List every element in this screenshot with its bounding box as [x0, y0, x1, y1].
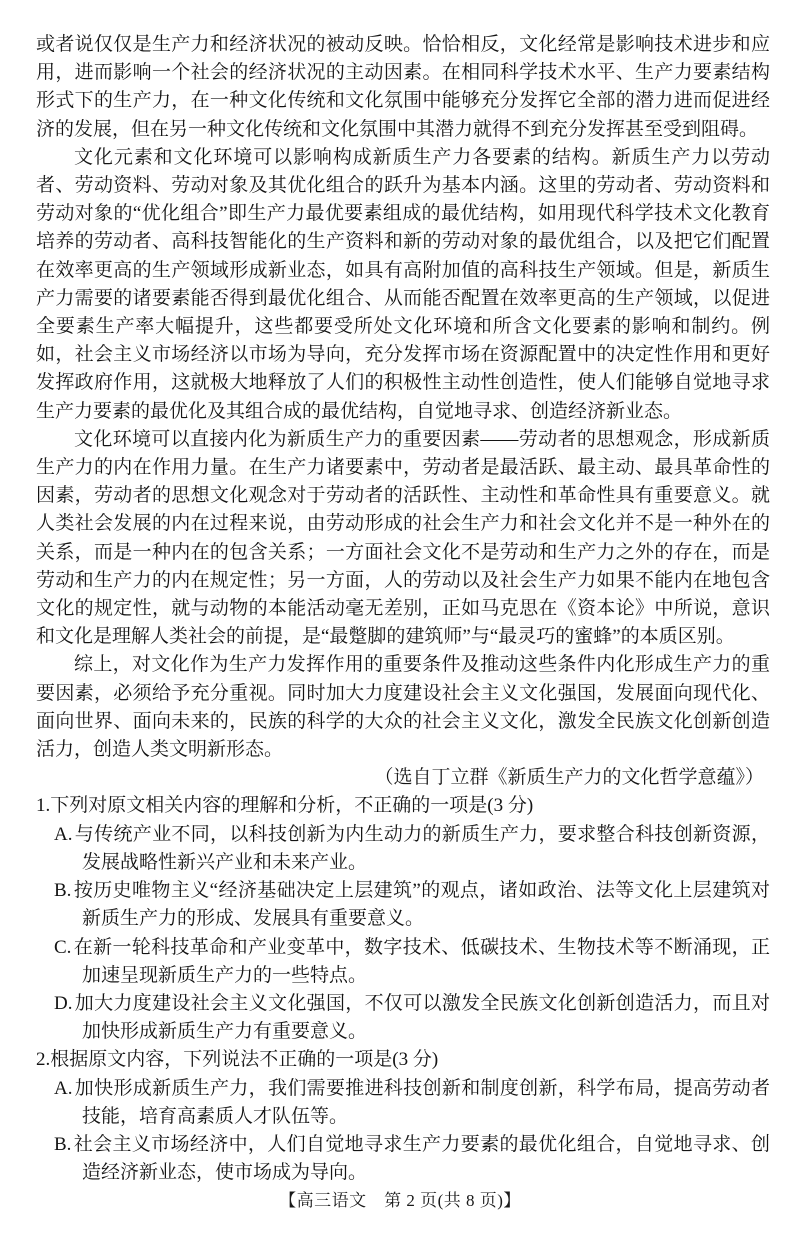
question-option-a [36, 821, 770, 877]
option-text: 在新一轮科技革命和产业变革中，数字技术、低碳技术、生物技术等不断涌现，正加速呈现新质生产力的一些特点。 [73, 936, 770, 986]
option-text: 按历史唯物主义“经济基础决定上层建筑”的观点，诸如政治、法等文化上层建筑对新质生产力的形成、发展具有重要意义。 [73, 880, 770, 930]
option-text: 加快形成新质生产力，我们需要推进科技创新和制度创新，科学布局，提高劳动者技能，培育高素质人才队伍等。 [74, 1077, 770, 1127]
passage-paragraph: 综上，对文化作为生产力发挥作用的重要条件及推动这些条件内化形成生产力的重要因素，必须给予充分重视。同时加大力度建设社会主义文化强国，发展面向现代化、面向世界、面向未来的，民族的科学的大众的社会主义文化，激发全民族文化创新创造活力，创造人类文明新形态。 [36, 654, 770, 761]
page-footer: 【高三语文 第 2 页(共 8 页)】 [279, 1190, 521, 1210]
option-label: B. [54, 1133, 72, 1155]
question-2 [36, 1046, 770, 1187]
option-text: 社会主义市场经济中，人们自觉地寻求生产力要素的最优化组合，自觉地寻求、创造经济新业态，使市场成为导向。 [73, 1133, 770, 1184]
question-stem: 2.根据原文内容，下列说法不正确的一项是(3 分) [36, 1049, 439, 1071]
option-label: A. [54, 1077, 73, 1099]
option-text: 与传统产业不同，以科技创新为内生动力的新质生产力，要求整合科技创新资源，发展战略性新兴产业和未来产业。 [74, 823, 770, 873]
question-option-c [36, 934, 770, 990]
reading-passage [36, 31, 770, 792]
question-option-b [36, 877, 770, 933]
question-option-a [36, 1075, 770, 1131]
question-option-b [36, 1131, 770, 1187]
question-stem: 1.下列对原文相关内容的理解和分析，不正确的一项是(3 分) [36, 795, 534, 817]
option-label: C. [54, 936, 72, 958]
option-text: 加大力度建设社会主义文化强国，不仅可以激发全民族文化创新创造活力，而且对加快形成新质生产力有重要意义。 [74, 992, 770, 1043]
passage-attribution: （选自丁立群《新质生产力的文化哲学意蕴》） [374, 767, 764, 789]
passage-paragraph: 文化元素和文化环境可以影响构成新质生产力各要素的结构。新质生产力以劳动者、劳动资料、劳动对象及其优化组合的跃升为基本内涵。这里的劳动者、劳动资料和劳动对象的“优化组合”即生产力最优要素组成的最优结构，如用现代科学技术文化教育培养的劳动者、高科技智能化的生产资料和新的劳动对象的最优组合，以及把它们配置在效率更高的生产领域形成新业态，如具有高附加值的高科技生产领域。但是，新质生产力需要的诸要素能否得到最优化组合、从而能否配置在效率更高的生产领域，以促进全要素生产率大幅提升，这些都要受所处文化环境和所含文化要素的影响和制约。例如，社会主义市场经济以市场为导向，充分发挥市场在资源配置中的决定性作用和更好发挥政府作用，这就极大地释放了人们的积极性主动性创造性，使人们能够自觉地寻求生产力要素的最优化及其组合成的最优结构，自觉地寻求、创造经济新业态。 [36, 146, 770, 422]
questions-section [36, 792, 770, 1187]
option-label: D. [54, 992, 73, 1014]
passage-paragraph: 或者说仅仅是生产力和经济状况的被动反映。恰恰相反，文化经常是影响技术进步和应用，进而影响一个社会的经济状况的主动因素。在相同科学技术水平、生产力要素结构形式下的生产力，在一种文化传统和文化氛围中能够充分发挥它全部的潜力进而促进经济的发展，但在另一种文化传统和文化氛围中其潜力就得不到充分发挥甚至受到阻碍。 [36, 34, 770, 140]
question-1 [36, 792, 770, 1046]
option-label: B. [54, 880, 72, 902]
option-label: A. [54, 823, 73, 845]
question-option-d [36, 990, 770, 1046]
passage-paragraph: 文化环境可以直接内化为新质生产力的重要因素——劳动者的思想观念，形成新质生产力的内在作用力量。在生产力诸要素中，劳动者是最活跃、最主动、最具革命性的因素，劳动者的思想文化观念对于劳动者的活跃性、主动性和革命性具有重要意义。就人类社会发展的内在过程来说，由劳动形成的社会生产力和社会文化并不是一种外在的关系，而是一种内在的包含关系；一方面社会文化不是劳动和生产力之外的存在，而是劳动和生产力的内在规定性；另一方面，人的劳动以及社会生产力如果不能内在地包含文化的规定性，就与动物的本能活动毫无差别，正如马克思在《资本论》中所说，意识和文化是理解人类社会的前提，是“最蹩脚的建筑师”与“最灵巧的蜜蜂”的本质区别。 [36, 428, 770, 648]
